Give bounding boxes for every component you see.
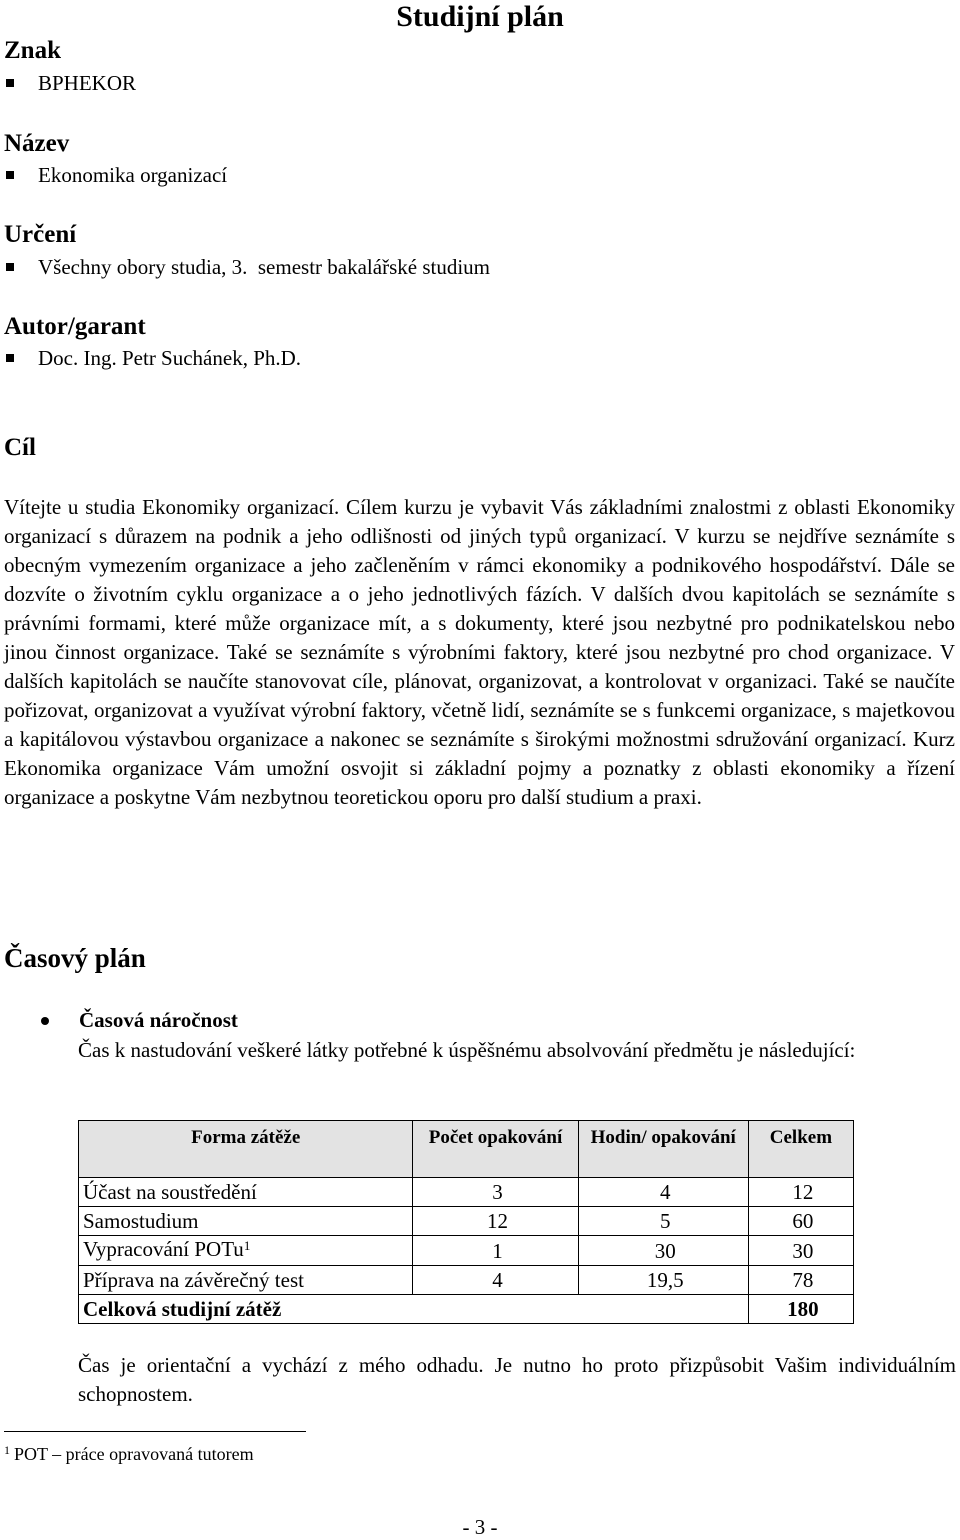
cell-celkem: 60	[748, 1207, 853, 1236]
cil-paragraph	[4, 493, 955, 812]
column-header: Počet opakování	[413, 1121, 578, 1178]
column-header: Celkem	[748, 1121, 853, 1178]
table-row	[79, 1207, 854, 1236]
cell-hodin: 30	[578, 1236, 748, 1266]
column-header: Hodin/ opakování	[578, 1121, 748, 1178]
total-label: Celková studijní zátěž	[79, 1295, 749, 1324]
cell-pocet: 1	[413, 1236, 578, 1266]
footnote-text: POT – práce opravovaná tutorem	[14, 1444, 254, 1464]
cell-forma-text: Vypracování POTu	[83, 1237, 244, 1261]
square-bullet-icon	[6, 263, 14, 271]
urceni-value: Všechny obory studia, 3. semestr bakalářské studium	[38, 255, 490, 279]
heading-nazev: Název	[4, 130, 70, 157]
nazev-value: Ekonomika organizací	[38, 163, 228, 187]
page-title: Studijní plán	[396, 0, 564, 33]
cell-forma: Příprava na závěrečný test	[79, 1266, 413, 1295]
study-load-table	[78, 1120, 854, 1324]
table-header-row	[79, 1121, 854, 1178]
page-number: - 3 -	[462, 1515, 498, 1539]
cell-celkem: 30	[748, 1236, 853, 1266]
bullet-urceni	[6, 254, 490, 280]
cell-forma: Samostudium	[79, 1207, 413, 1236]
cell-forma	[79, 1236, 413, 1266]
bullet-znak	[6, 70, 136, 96]
cell-pocet: 4	[413, 1266, 578, 1295]
time-note: Čas je orientační a vychází z mého odhadu. Je nutno ho proto přizpůsobit Vašim individuálním schopnostem.	[78, 1353, 956, 1406]
round-bullet-icon	[41, 1017, 49, 1025]
footnote	[4, 1442, 254, 1466]
heading-urceni: Určení	[4, 221, 77, 248]
table-row	[79, 1178, 854, 1207]
cell-hodin: 19,5	[578, 1266, 748, 1295]
square-bullet-icon	[6, 354, 14, 362]
cell-celkem: 12	[748, 1178, 853, 1207]
footnote-separator	[4, 1431, 306, 1432]
bullet-autor	[6, 345, 301, 371]
square-bullet-icon	[6, 171, 14, 179]
bullet-nazev	[6, 162, 227, 188]
table-row	[79, 1266, 854, 1295]
cell-pocet: 12	[413, 1207, 578, 1236]
cell-hodin: 4	[578, 1178, 748, 1207]
autor-value: Doc. Ing. Petr Suchánek, Ph.D.	[38, 346, 302, 370]
table-row	[79, 1236, 854, 1266]
column-header: Forma zátěže	[79, 1121, 413, 1178]
footnote-number: 1	[4, 1443, 10, 1457]
cell-forma: Účast na soustředění	[79, 1178, 413, 1207]
time-intro: Čas k nastudování veškeré látky potřebné k úspěšnému absolvování předmětu je následující:	[78, 1038, 856, 1062]
cil-text: Vítejte u studia Ekonomiky organizací. Cílem kurzu je vybavit Vás základními znalostmi z oblasti Ekonomiky organizací s důrazem na podnik a jeho odlišnosti od jiných typů organizací. V kurzu se nejdříve seznámíte s obecným vymezením organizace a jeho začleněním v rámci ekonomiky a podnikového hospodářství. Dále se dozvíte o životním cyklu organizace a o jeho jednotlivých fázích. V dalších dvou kapitolách se seznámíte s právními formami, které může organizace mít, a s dokumenty, které jsou nezbytné pro podnikatelskou nebo jinou činnost organizace. Také se seznámíte s výrobními faktory, které jsou nezbytné pro chod organizace. V dalších kapitolách se naučíte stanovovat cíle, plánovat, organizovat, a kontrolovat v organizaci. Také se naučíte pořizovat, organizovat a využívat výrobní faktory, včetně lidí, seznámíte se s funkcemi organizace, s majetkovou a kapitálovou výstavbou organizace a nakonec se seznámíte s širokými možnostmi sdružování organizací. Kurz Ekonomika organizace Vám umožní osvojit si základní pojmy a poznatky z oblasti ekonomiky a řízení organizace a poskytne Vám nezbytnou teoretickou oporu pro další studium a praxi.	[4, 495, 955, 809]
cell-celkem: 78	[748, 1266, 853, 1295]
subheading-casova-narocnost: Časová náročnost	[79, 1008, 238, 1032]
heading-autor: Autor/garant	[4, 313, 146, 340]
heading-cil: Cíl	[4, 434, 36, 461]
table-total-row	[79, 1295, 854, 1324]
cell-hodin: 5	[578, 1207, 748, 1236]
znak-value: BPHEKOR	[38, 71, 137, 95]
heading-casovy-plan: Časový plán	[4, 943, 146, 973]
heading-znak: Znak	[4, 37, 61, 64]
footnote-mark: 1	[243, 1238, 251, 1253]
square-bullet-icon	[6, 79, 14, 87]
total-value: 180	[748, 1295, 853, 1324]
cell-pocet: 3	[413, 1178, 578, 1207]
